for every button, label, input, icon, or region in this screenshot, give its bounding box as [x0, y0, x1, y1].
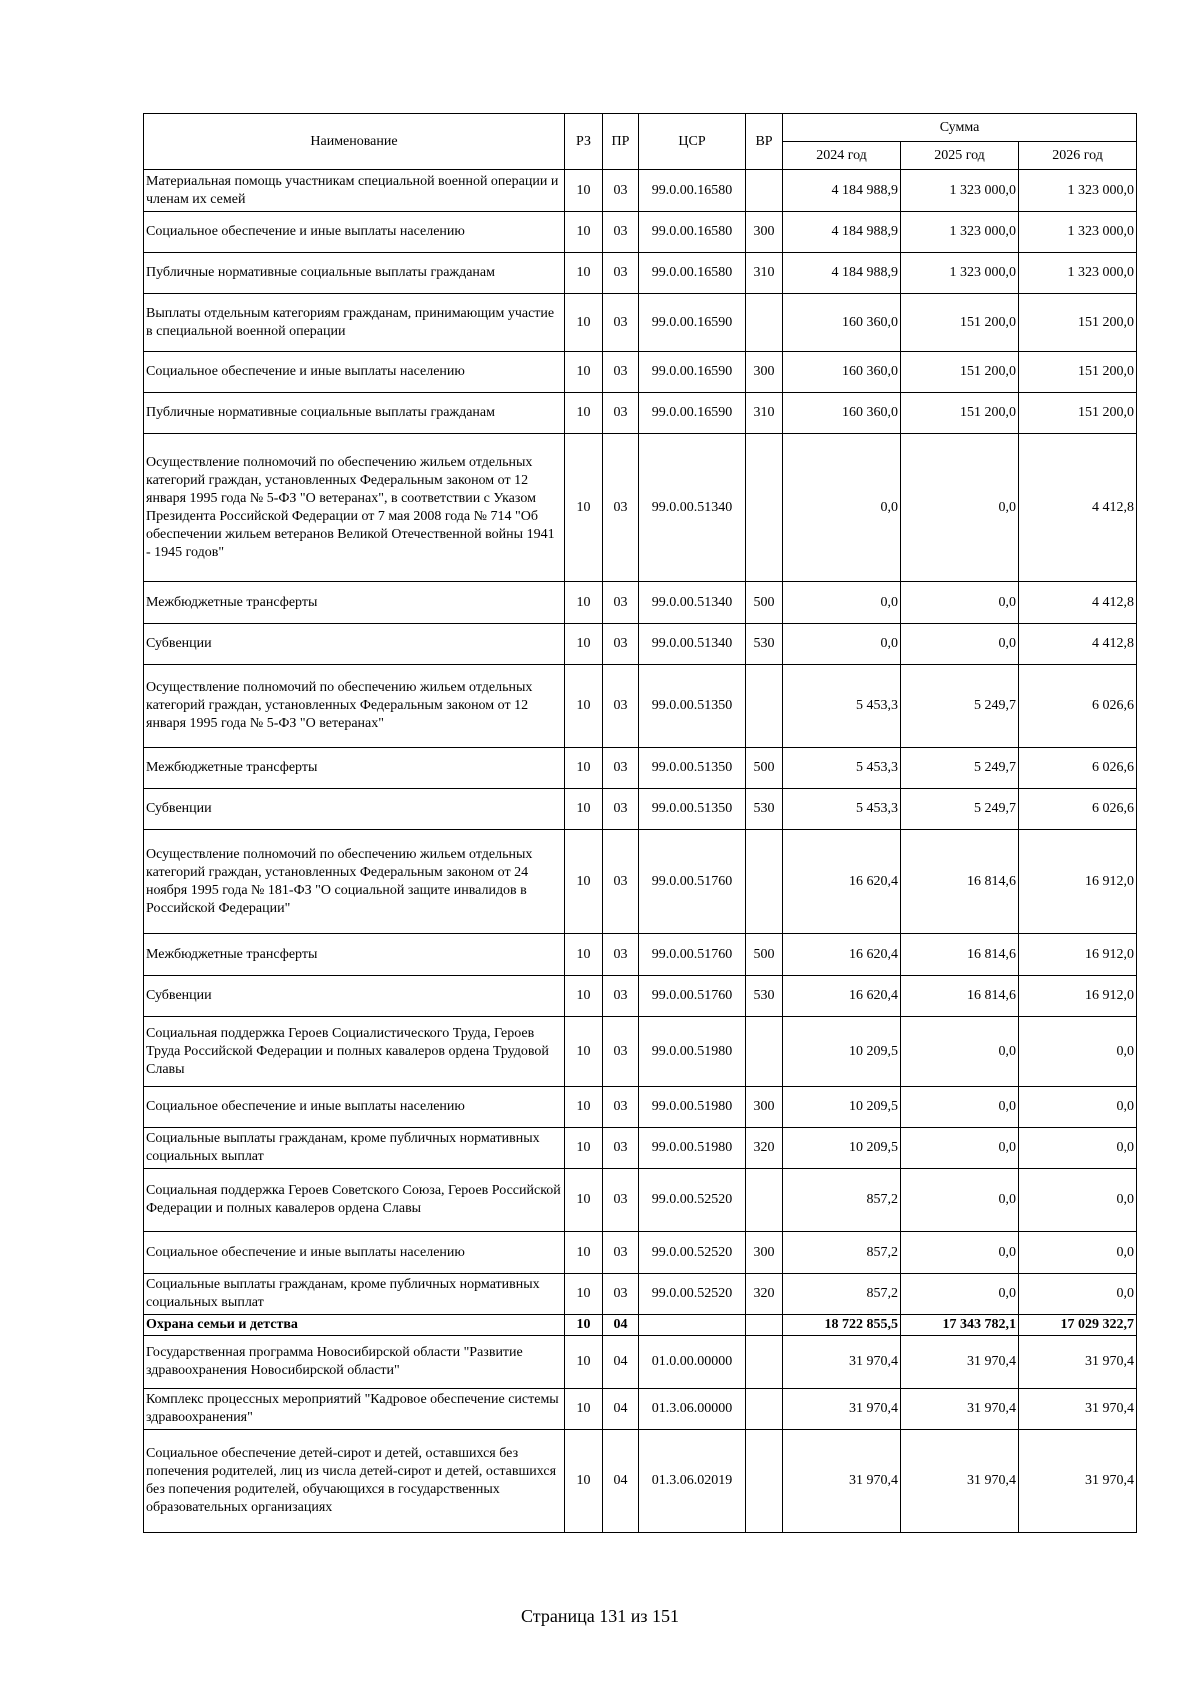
cell-2025: 16 814,6	[901, 976, 1019, 1017]
cell-2024: 16 620,4	[783, 976, 901, 1017]
cell-csr: 01.0.00.00000	[639, 1336, 746, 1389]
cell-pr: 03	[603, 1087, 639, 1128]
cell-2024: 31 970,4	[783, 1336, 901, 1389]
header-vr: ВР	[746, 114, 783, 170]
cell-2026: 17 029 322,7	[1019, 1315, 1137, 1336]
cell-name: Социальное обеспечение и иные выплаты населению	[144, 212, 565, 253]
cell-vr	[746, 170, 783, 212]
cell-pr: 03	[603, 212, 639, 253]
cell-vr	[746, 1315, 783, 1336]
cell-pr: 03	[603, 294, 639, 352]
cell-csr: 99.0.00.51760	[639, 934, 746, 976]
cell-2025: 5 249,7	[901, 665, 1019, 748]
cell-name: Материальная помощь участникам специальной военной операции и членам их семей	[144, 170, 565, 212]
cell-2026: 151 200,0	[1019, 352, 1137, 393]
cell-2025: 0,0	[901, 1087, 1019, 1128]
cell-pr: 03	[603, 582, 639, 624]
cell-csr: 99.0.00.52520	[639, 1169, 746, 1232]
cell-name: Государственная программа Новосибирской области "Развитие здравоохранения Новосибирской области"	[144, 1336, 565, 1389]
cell-pr: 03	[603, 934, 639, 976]
cell-2024: 10 209,5	[783, 1017, 901, 1087]
cell-csr: 99.0.00.16580	[639, 170, 746, 212]
cell-vr	[746, 665, 783, 748]
cell-pr: 03	[603, 1232, 639, 1274]
table-row	[144, 830, 1137, 934]
cell-2024: 857,2	[783, 1169, 901, 1232]
table-row	[144, 170, 1137, 212]
table-row	[144, 1017, 1137, 1087]
cell-name: Субвенции	[144, 624, 565, 665]
cell-2024: 857,2	[783, 1274, 901, 1315]
cell-2025: 151 200,0	[901, 294, 1019, 352]
header-2026: 2026 год	[1019, 142, 1137, 170]
budget-table	[143, 113, 1137, 1533]
header-2024: 2024 год	[783, 142, 901, 170]
cell-csr: 99.0.00.51980	[639, 1128, 746, 1169]
header-row-1	[144, 114, 1137, 142]
cell-2025: 1 323 000,0	[901, 212, 1019, 253]
table-row	[144, 582, 1137, 624]
cell-pr: 03	[603, 748, 639, 789]
cell-vr	[746, 434, 783, 582]
cell-vr	[746, 1336, 783, 1389]
cell-2024: 18 722 855,5	[783, 1315, 901, 1336]
cell-rz: 10	[565, 294, 603, 352]
cell-2024: 5 453,3	[783, 665, 901, 748]
cell-2026: 0,0	[1019, 1169, 1137, 1232]
cell-2026: 1 323 000,0	[1019, 253, 1137, 294]
cell-2024: 0,0	[783, 582, 901, 624]
cell-csr: 99.0.00.16580	[639, 212, 746, 253]
cell-2026: 0,0	[1019, 1128, 1137, 1169]
cell-vr: 500	[746, 582, 783, 624]
cell-2024: 160 360,0	[783, 352, 901, 393]
cell-rz: 10	[565, 1315, 603, 1336]
cell-vr	[746, 1169, 783, 1232]
cell-rz: 10	[565, 352, 603, 393]
cell-2026: 4 412,8	[1019, 624, 1137, 665]
cell-vr: 300	[746, 1232, 783, 1274]
table-row	[144, 1128, 1137, 1169]
cell-2024: 31 970,4	[783, 1430, 901, 1533]
header-sum: Сумма	[783, 114, 1137, 142]
cell-csr: 99.0.00.51340	[639, 582, 746, 624]
cell-rz: 10	[565, 1274, 603, 1315]
cell-rz: 10	[565, 253, 603, 294]
cell-2025: 31 970,4	[901, 1430, 1019, 1533]
cell-name: Социальное обеспечение и иные выплаты населению	[144, 1087, 565, 1128]
cell-rz: 10	[565, 434, 603, 582]
cell-2025: 151 200,0	[901, 393, 1019, 434]
cell-pr: 03	[603, 624, 639, 665]
cell-pr: 03	[603, 170, 639, 212]
cell-pr: 03	[603, 1128, 639, 1169]
table-row	[144, 934, 1137, 976]
cell-2026: 6 026,6	[1019, 748, 1137, 789]
cell-csr	[639, 1315, 746, 1336]
cell-name: Межбюджетные трансферты	[144, 934, 565, 976]
cell-csr: 99.0.00.51760	[639, 830, 746, 934]
cell-2026: 16 912,0	[1019, 934, 1137, 976]
cell-vr: 320	[746, 1128, 783, 1169]
cell-csr: 99.0.00.51980	[639, 1017, 746, 1087]
cell-2025: 0,0	[901, 1232, 1019, 1274]
header-csr: ЦСР	[639, 114, 746, 170]
table-row	[144, 1336, 1137, 1389]
cell-rz: 10	[565, 665, 603, 748]
cell-name: Субвенции	[144, 789, 565, 830]
cell-rz: 10	[565, 1128, 603, 1169]
cell-vr: 300	[746, 212, 783, 253]
page-number: Страница 131 из 151	[521, 1606, 679, 1626]
table-row	[144, 976, 1137, 1017]
cell-pr: 03	[603, 393, 639, 434]
cell-2024: 4 184 988,9	[783, 212, 901, 253]
cell-csr: 01.3.06.00000	[639, 1389, 746, 1430]
cell-2024: 0,0	[783, 624, 901, 665]
cell-csr: 99.0.00.16590	[639, 294, 746, 352]
table-row	[144, 1430, 1137, 1533]
cell-2024: 10 209,5	[783, 1087, 901, 1128]
table-row	[144, 1315, 1137, 1336]
table-row	[144, 1274, 1137, 1315]
table-row	[144, 352, 1137, 393]
cell-rz: 10	[565, 1430, 603, 1533]
cell-2024: 160 360,0	[783, 294, 901, 352]
cell-2026: 0,0	[1019, 1087, 1137, 1128]
cell-2026: 31 970,4	[1019, 1430, 1137, 1533]
cell-vr	[746, 830, 783, 934]
cell-pr: 03	[603, 253, 639, 294]
header-pr: ПР	[603, 114, 639, 170]
table-row	[144, 1232, 1137, 1274]
cell-csr: 99.0.00.16590	[639, 352, 746, 393]
cell-rz: 10	[565, 1169, 603, 1232]
cell-vr: 500	[746, 934, 783, 976]
cell-rz: 10	[565, 624, 603, 665]
cell-2025: 5 249,7	[901, 789, 1019, 830]
header-rz: РЗ	[565, 114, 603, 170]
cell-name: Межбюджетные трансферты	[144, 748, 565, 789]
cell-vr: 300	[746, 352, 783, 393]
cell-name: Выплаты отдельным категориям гражданам, принимающим участие в специальной военной операции	[144, 294, 565, 352]
cell-2026: 31 970,4	[1019, 1336, 1137, 1389]
cell-2025: 17 343 782,1	[901, 1315, 1019, 1336]
cell-csr: 99.0.00.51350	[639, 789, 746, 830]
cell-2026: 6 026,6	[1019, 789, 1137, 830]
cell-csr: 99.0.00.51350	[639, 748, 746, 789]
cell-2025: 31 970,4	[901, 1389, 1019, 1430]
cell-2024: 10 209,5	[783, 1128, 901, 1169]
cell-2024: 857,2	[783, 1232, 901, 1274]
cell-vr: 320	[746, 1274, 783, 1315]
cell-2026: 4 412,8	[1019, 582, 1137, 624]
cell-csr: 99.0.00.51760	[639, 976, 746, 1017]
cell-csr: 99.0.00.52520	[639, 1274, 746, 1315]
cell-rz: 10	[565, 976, 603, 1017]
cell-2024: 0,0	[783, 434, 901, 582]
cell-name: Осуществление полномочий по обеспечению жильем отдельных категорий граждан, установленных Федеральным законом от 12 января 1995 года № 5-ФЗ "О ветеранах"	[144, 665, 565, 748]
cell-2025: 151 200,0	[901, 352, 1019, 393]
cell-pr: 04	[603, 1430, 639, 1533]
cell-rz: 10	[565, 748, 603, 789]
cell-name: Социальное обеспечение детей-сирот и детей, оставшихся без попечения родителей, лиц из числа детей-сирот и детей, оставшихся без попечения родителей, обучающихся в государственных образовательных организациях	[144, 1430, 565, 1533]
table-row	[144, 1169, 1137, 1232]
cell-rz: 10	[565, 1336, 603, 1389]
cell-pr: 03	[603, 976, 639, 1017]
cell-pr: 04	[603, 1389, 639, 1430]
cell-2024: 4 184 988,9	[783, 170, 901, 212]
cell-2024: 4 184 988,9	[783, 253, 901, 294]
cell-2024: 16 620,4	[783, 830, 901, 934]
cell-pr: 03	[603, 434, 639, 582]
table-row	[144, 434, 1137, 582]
cell-vr	[746, 294, 783, 352]
cell-2026: 0,0	[1019, 1017, 1137, 1087]
cell-name: Публичные нормативные социальные выплаты гражданам	[144, 253, 565, 294]
cell-2025: 0,0	[901, 1017, 1019, 1087]
cell-csr: 99.0.00.52520	[639, 1232, 746, 1274]
cell-csr: 99.0.00.16590	[639, 393, 746, 434]
cell-vr: 310	[746, 393, 783, 434]
cell-pr: 03	[603, 1274, 639, 1315]
cell-2025: 16 814,6	[901, 830, 1019, 934]
cell-name: Межбюджетные трансферты	[144, 582, 565, 624]
cell-2026: 0,0	[1019, 1232, 1137, 1274]
cell-vr	[746, 1017, 783, 1087]
header-name: Наименование	[144, 114, 565, 170]
cell-name: Субвенции	[144, 976, 565, 1017]
cell-rz: 10	[565, 1389, 603, 1430]
table-row	[144, 789, 1137, 830]
cell-name: Социальная поддержка Героев Советского Союза, Героев Российской Федерации и полных кавалеров ордена Славы	[144, 1169, 565, 1232]
table-row	[144, 1087, 1137, 1128]
cell-2025: 0,0	[901, 1169, 1019, 1232]
cell-2025: 0,0	[901, 582, 1019, 624]
header-2025: 2025 год	[901, 142, 1019, 170]
cell-vr: 300	[746, 1087, 783, 1128]
cell-2026: 151 200,0	[1019, 294, 1137, 352]
cell-name: Осуществление полномочий по обеспечению жильем отдельных категорий граждан, установленных Федеральным законом от 12 января 1995 года № 5-ФЗ "О ветеранах", в соответствии с Указом Президента Российской Федерации от 7 мая 2008 года № 714 "Об обеспечении жильем ветеранов Великой Отечественной войны 1941 - 1945 годов"	[144, 434, 565, 582]
cell-2025: 5 249,7	[901, 748, 1019, 789]
cell-rz: 10	[565, 170, 603, 212]
cell-2025: 1 323 000,0	[901, 253, 1019, 294]
cell-vr: 500	[746, 748, 783, 789]
cell-2024: 5 453,3	[783, 789, 901, 830]
cell-2026: 16 912,0	[1019, 830, 1137, 934]
cell-vr: 530	[746, 976, 783, 1017]
table-row	[144, 665, 1137, 748]
cell-rz: 10	[565, 1087, 603, 1128]
cell-vr	[746, 1389, 783, 1430]
cell-2026: 16 912,0	[1019, 976, 1137, 1017]
cell-csr: 99.0.00.51980	[639, 1087, 746, 1128]
cell-2026: 1 323 000,0	[1019, 170, 1137, 212]
cell-2025: 0,0	[901, 1128, 1019, 1169]
cell-name: Социальное обеспечение и иные выплаты населению	[144, 352, 565, 393]
table-body	[144, 170, 1137, 1533]
cell-2024: 31 970,4	[783, 1389, 901, 1430]
cell-pr: 03	[603, 352, 639, 393]
cell-2024: 160 360,0	[783, 393, 901, 434]
cell-pr: 03	[603, 665, 639, 748]
cell-name: Комплекс процессных мероприятий "Кадровое обеспечение системы здравоохранения"	[144, 1389, 565, 1430]
cell-rz: 10	[565, 1232, 603, 1274]
cell-2025: 31 970,4	[901, 1336, 1019, 1389]
table-row	[144, 212, 1137, 253]
cell-vr: 530	[746, 789, 783, 830]
cell-pr: 03	[603, 830, 639, 934]
cell-vr: 530	[746, 624, 783, 665]
cell-rz: 10	[565, 212, 603, 253]
cell-pr: 04	[603, 1315, 639, 1336]
cell-2026: 1 323 000,0	[1019, 212, 1137, 253]
cell-rz: 10	[565, 393, 603, 434]
cell-2025: 0,0	[901, 624, 1019, 665]
cell-rz: 10	[565, 1017, 603, 1087]
cell-pr: 03	[603, 1017, 639, 1087]
cell-2025: 16 814,6	[901, 934, 1019, 976]
table-row	[144, 1389, 1137, 1430]
cell-2024: 5 453,3	[783, 748, 901, 789]
cell-csr: 01.3.06.02019	[639, 1430, 746, 1533]
cell-pr: 04	[603, 1336, 639, 1389]
cell-name: Социальные выплаты гражданам, кроме публичных нормативных социальных выплат	[144, 1128, 565, 1169]
cell-name: Публичные нормативные социальные выплаты гражданам	[144, 393, 565, 434]
cell-csr: 99.0.00.51340	[639, 434, 746, 582]
cell-rz: 10	[565, 789, 603, 830]
cell-name: Охрана семьи и детства	[144, 1315, 565, 1336]
cell-2025: 0,0	[901, 434, 1019, 582]
cell-vr	[746, 1430, 783, 1533]
cell-csr: 99.0.00.51350	[639, 665, 746, 748]
cell-2025: 1 323 000,0	[901, 170, 1019, 212]
cell-name: Осуществление полномочий по обеспечению жильем отдельных категорий граждан, установленных Федеральным законом от 24 ноября 1995 года № 181-ФЗ "О социальной защите инвалидов в Российской Федерации"	[144, 830, 565, 934]
table-row	[144, 294, 1137, 352]
table-row	[144, 748, 1137, 789]
cell-name: Социальные выплаты гражданам, кроме публичных нормативных социальных выплат	[144, 1274, 565, 1315]
cell-name: Социальное обеспечение и иные выплаты населению	[144, 1232, 565, 1274]
cell-name: Социальная поддержка Героев Социалистического Труда, Героев Труда Российской Федерации и полных кавалеров ордена Трудовой Славы	[144, 1017, 565, 1087]
cell-csr: 99.0.00.16580	[639, 253, 746, 294]
cell-2026: 0,0	[1019, 1274, 1137, 1315]
cell-rz: 10	[565, 830, 603, 934]
cell-csr: 99.0.00.51340	[639, 624, 746, 665]
cell-2026: 151 200,0	[1019, 393, 1137, 434]
table-row	[144, 393, 1137, 434]
cell-2026: 6 026,6	[1019, 665, 1137, 748]
table-row	[144, 253, 1137, 294]
cell-2025: 0,0	[901, 1274, 1019, 1315]
cell-2026: 4 412,8	[1019, 434, 1137, 582]
cell-rz: 10	[565, 934, 603, 976]
cell-pr: 03	[603, 789, 639, 830]
table-row	[144, 624, 1137, 665]
cell-2026: 31 970,4	[1019, 1389, 1137, 1430]
cell-rz: 10	[565, 582, 603, 624]
cell-vr: 310	[746, 253, 783, 294]
cell-2024: 16 620,4	[783, 934, 901, 976]
cell-pr: 03	[603, 1169, 639, 1232]
